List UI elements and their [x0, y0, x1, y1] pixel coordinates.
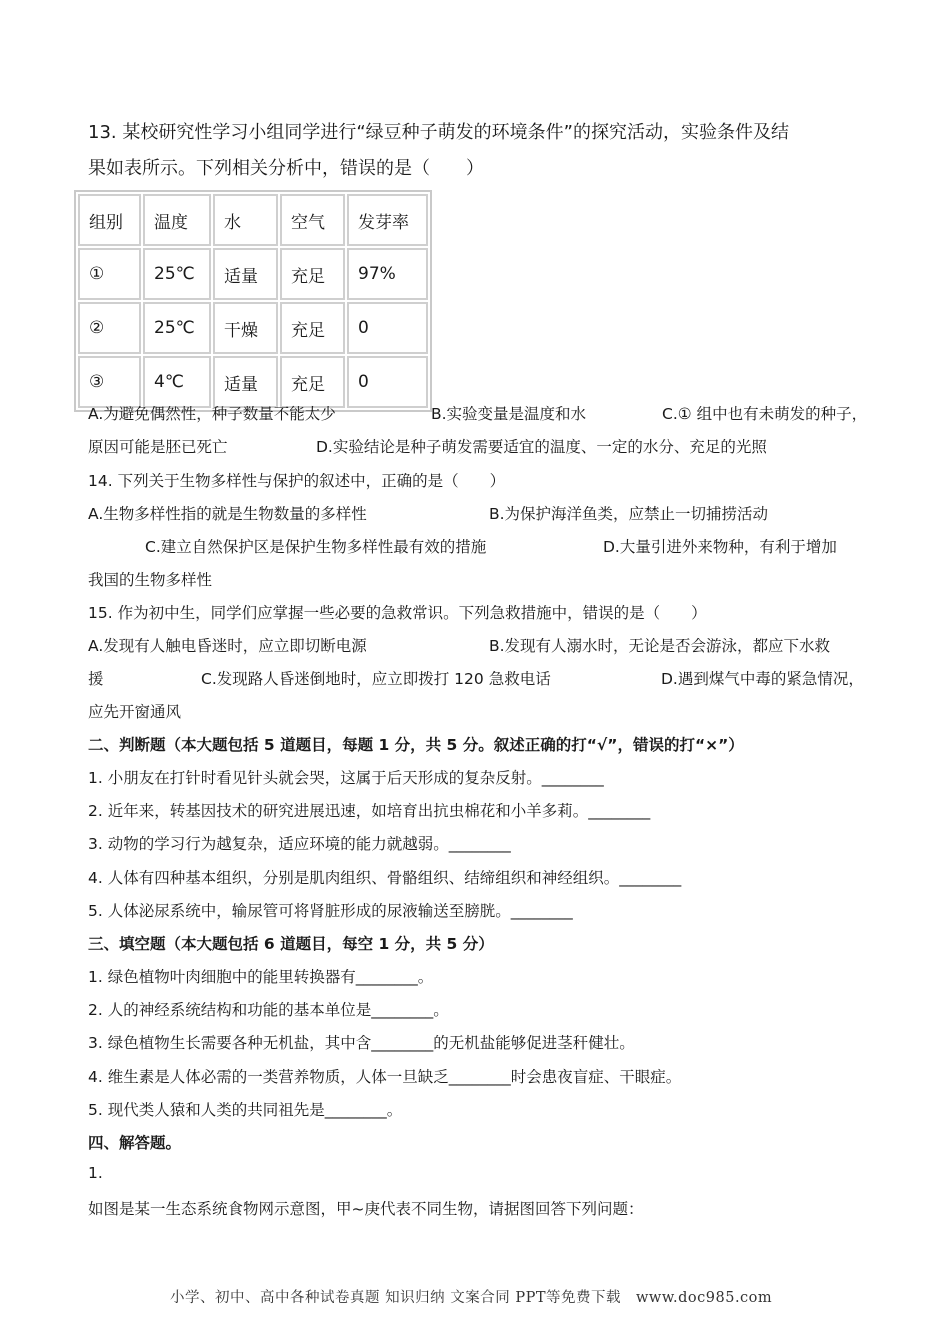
table-cell: 充足: [280, 302, 345, 354]
section-answer-title: 四、解答题。: [88, 1134, 182, 1152]
fill-item: 4. 维生素是人体必需的一类营养物质，人体一旦缺乏________时会患夜盲症、干眼症。: [88, 1068, 682, 1086]
table-header-row: [78, 194, 428, 246]
judge-item: 1. 小朋友在打针时看见针头就会哭，这属于后天形成的复杂反射。________: [88, 769, 604, 787]
table-cell: 干燥: [213, 302, 278, 354]
table-cell: 0: [347, 356, 428, 408]
q14-option-a: A.生物多样性指的就是生物数量的多样性: [88, 505, 367, 523]
table-header-cell: 温度: [143, 194, 211, 246]
table-cell: 充足: [280, 356, 345, 408]
q14-option-b: B.为保护海洋鱼类，应禁止一切捕捞活动: [489, 505, 769, 523]
table-cell: 97%: [347, 248, 428, 300]
fill-item: 5. 现代类人猿和人类的共同祖先是________。: [88, 1101, 403, 1119]
table-header-cell: 组别: [78, 194, 141, 246]
answer-question-text: 如图是某一生态系统食物网示意图，甲~庚代表不同生物，请据图回答下列问题：: [88, 1200, 644, 1218]
q15-option-a: A.发现有人触电昏迷时，应立即切断电源: [88, 637, 367, 655]
answer-question-number: 1.: [88, 1164, 103, 1182]
footer-watermark-text: 小学、初中、高中各种试卷真题 知识归纳 文案合同 PPT等免费下载 www.doc985.com: [170, 1290, 773, 1306]
experiment-table: [74, 190, 432, 412]
fill-item: 2. 人的神经系统结构和功能的基本单位是________。: [88, 1001, 449, 1019]
table-cell: 适量: [213, 356, 278, 408]
table-cell: ③: [78, 356, 141, 408]
q13-option-b: B.实验变量是温度和水: [431, 405, 587, 423]
q14-option-c: C.建立自然保护区是保护生物多样性最有效的措施: [145, 538, 487, 556]
table-header-cell: 水: [213, 194, 278, 246]
table-row: [78, 356, 428, 408]
q13-stem-line1: 13. 某校研究性学习小组同学进行“绿豆种子萌发的环境条件”的探究活动，实验条件及结: [88, 122, 789, 143]
q14-option-d: D.大量引进外来物种，有利于增加: [603, 538, 837, 556]
table-cell: 25℃: [143, 302, 211, 354]
q14-option-d-continued: 我国的生物多样性: [88, 571, 213, 589]
judge-item: 5. 人体泌尿系统中，输尿管可将肾脏形成的尿液输送至膀胱。________: [88, 902, 573, 920]
judge-item: 4. 人体有四种基本组织，分别是肌肉组织、骨骼组织、结缔组织和神经组织。________: [88, 869, 682, 887]
table-row: [78, 248, 428, 300]
fill-item: 3. 绿色植物生长需要各种无机盐，其中含________的无机盐能够促进茎秆健壮。: [88, 1034, 635, 1052]
q13-stem-line2: 果如表所示。下列相关分析中，错误的是（ ）: [88, 158, 484, 179]
table-cell: 4℃: [143, 356, 211, 408]
table-cell: 充足: [280, 248, 345, 300]
table-header-cell: 发芽率: [347, 194, 428, 246]
q13-option-c-continued: 原因可能是胚已死亡: [88, 438, 228, 456]
table-cell: 25℃: [143, 248, 211, 300]
table-row: [78, 302, 428, 354]
q15-option-b: B.发现有人溺水时，无论是否会游泳，都应下水救: [489, 637, 831, 655]
q15-option-d-continued: 应先开窗通风: [88, 703, 182, 721]
table-cell: 0: [347, 302, 428, 354]
q15-option-d: D.遇到煤气中毒的紧急情况，: [661, 670, 864, 688]
section-fill-title: 三、填空题（本大题包括 6 道题目，每空 1 分，共 5 分）: [88, 935, 494, 953]
q15-option-b-continued: 援: [88, 670, 104, 688]
table-cell: 适量: [213, 248, 278, 300]
q13-option-a: A.为避免偶然性，种子数量不能太少: [88, 405, 336, 423]
judge-item: 3. 动物的学习行为越复杂，适应环境的能力就越弱。________: [88, 835, 511, 853]
table-header-cell: 空气: [280, 194, 345, 246]
judge-item: 2. 近年来，转基因技术的研究进展迅速，如培育出抗虫棉花和小羊多莉。________: [88, 802, 651, 820]
q13-option-c: C.① 组中也有未萌发的种子，: [662, 405, 868, 423]
q14-stem: 14. 下列关于生物多样性与保护的叙述中，正确的是（ ）: [88, 472, 506, 490]
table-cell: ①: [78, 248, 141, 300]
table-cell: ②: [78, 302, 141, 354]
section-judge-title: 二、判断题（本大题包括 5 道题目，每题 1 分，共 5 分。叙述正确的打“√”，错误的打“×”）: [88, 736, 744, 754]
q15-stem: 15. 作为初中生，同学们应掌握一些必要的急救常识。下列急救措施中，错误的是（ ）: [88, 604, 707, 622]
q13-option-d: D.实验结论是种子萌发需要适宜的温度、一定的水分、充足的光照: [316, 438, 767, 456]
q15-option-c: C.发现路人昏迷倒地时，应立即拨打 120 急救电话: [201, 670, 551, 688]
fill-item: 1. 绿色植物叶肉细胞中的能里转换器有________。: [88, 968, 434, 986]
